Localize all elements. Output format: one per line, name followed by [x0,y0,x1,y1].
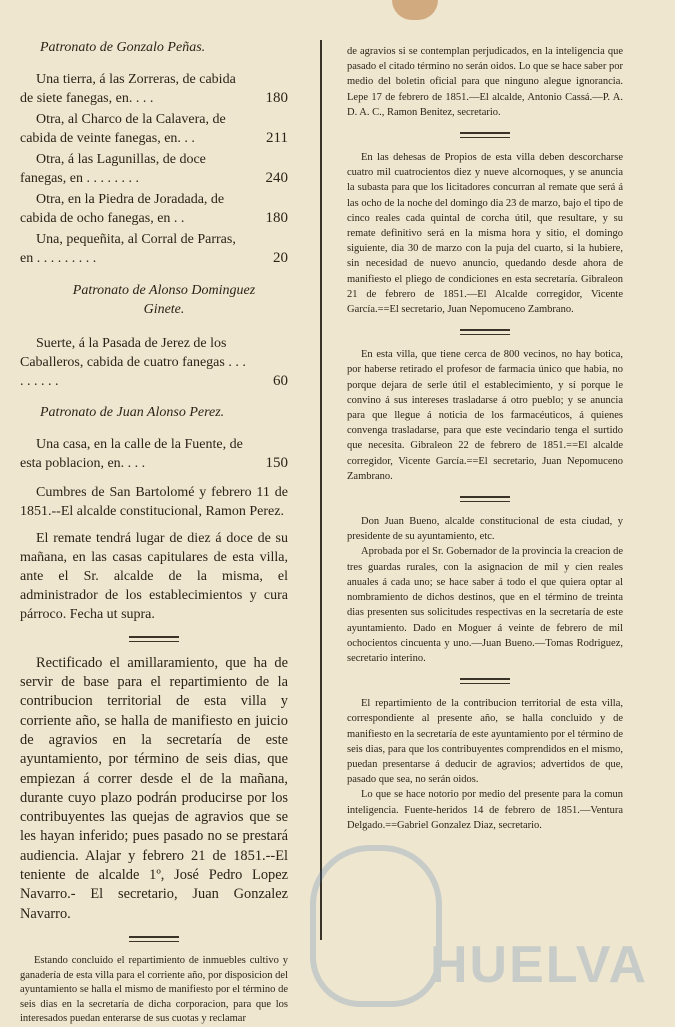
separator [460,132,510,138]
property-list-1 [20,70,288,268]
property-value: 60 [273,372,288,389]
watermark-emblem-icon [310,845,442,1007]
heading-juan-alonso-perez: Patronato de Juan Alonso Perez. [40,404,225,420]
property-description: Otra, al Charco de la Calavera, de cabida de veinte fanegas, en. . . [20,112,226,146]
property-value: 240 [265,170,288,186]
property-description: Una tierra, á las Zorreras, de cabida de siete fanegas, en. . . . [20,72,236,106]
property-entry [20,230,288,268]
property-value: 211 [266,130,288,146]
separator [129,936,179,942]
heading-gonzalo-penas: Patronato de Gonzalo Peñas. [40,40,206,55]
heading-alonso-dominguez [40,282,288,320]
property-description: Una casa, en la calle de la Fuente, de esta poblacion, en. . . . [20,436,243,471]
amillaramiento-notice: Rectificado el amillaramiento, que ha de servir de base para el repartimiento de la contribucion territorial de esta villa y corriente año, se halla de manifiesto en juicio de agravios en la secretaría de este ayuntamiento, por término de seis dias, que empiezan á correr desde el de la mañana, durante cuyo plazo podrán producirse por los contribuyentes las quejas de agravios que se les hayan inferido; pues pasado no se prestará audiencia. Alajar y febrero 21 de 1851.--El teniente de alcalde 1º, José Pedro Lopez Navarro.- El secretario, Juan Gonzalez Navarro. [20,654,288,922]
property-entry [20,150,288,188]
separator [460,678,510,684]
lepe-notice: de agravios si se contemplan perjudicados, en la inteligencia que pasado el citado término no serán oidos. Lo que se hace saber por medio del boletin oficial para que ninguno alegue ignorancia. Lepe 17 de febrero de 1851.—El alcalde, Antonio Cassá.—P. A. D. A. C., Ramon Benitez, secretario. [347,46,623,118]
paper-stain [392,0,438,20]
left-column [20,40,288,1027]
right-column [347,44,623,833]
property-value: 150 [265,454,288,471]
heading-line-2: Ginete. [143,301,185,317]
property-list-3 [20,435,288,473]
auction-paragraph: El remate tendrá lugar de diez á doce de su mañana, en las casas capitulares de esta villa, ante el Sr. alcalde de la misma, el administrador de los establecimientos y cura párroco. Fecha ut supra. [20,530,288,622]
repartimiento-notice: Estando concluido el repartimiento de inmuebles cultivo y ganadería de esta villa para el corriente año, por disposicion del ayuntamiento se halla el mismo de manifiesto por el término de seis dias en la secretaría de dicha corporacion, para que los interesados puedan enterarse de sus cuotas y reclamar [20,954,288,1025]
property-entry [20,435,288,473]
watermark [280,830,675,1024]
descorche-notice: En las dehesas de Propios de esta villa deben descorcharse cuatro mil cuatrocientos diez y nueve alcornoques, y se anuncia la subasta para que los licitadores concurran al remate que será á las ocho de la noche del domingo dia 23 de marzo, bajo el tipo de cinco reales cada quintal de corcha útil, que resultare, y su remate definitivo será en la misma hora y sitio, el domingo siguiente, dia 30 de marzo con la puja del cuarto, si la hubiere, sin necesidad de nuevo anuncio, quedando desde ahora de manifiesto el pliego de condiciones en esta secretaría. Gibraleon 21 de febrero de 1851.—El Alcalde corregidor, Vicente García.==El secretario, Juan Nepomuceno Zambrano. [347,152,623,316]
watermark-text: HUELVA [430,936,649,994]
property-entry [20,190,288,228]
fuenteheridos-signature: Lo que se hace notorio por medio del presente para la comun inteligencia. Fuente-heridos 14 de febrero de 1851.—Ventura Delgado.==Gabriel Gonzalez Diaz, secretario. [347,789,623,831]
property-value: 180 [265,210,288,226]
property-description: Suerte, á la Pasada de Jerez de los Caballeros, cabida de cuatro fanegas . . . . . . . . . [20,335,246,389]
heading-line-1: Patronato de Alonso Dominguez [72,283,256,298]
column-divider [320,40,322,940]
property-description: Otra, en la Piedra de Joradada, de cabida de ocho fanegas, en . . [20,192,225,226]
signature-paragraph: Cumbres de San Bartolomé y febrero 11 de 1851.--El alcalde constitucional, Ramon Perez. [20,484,288,519]
botica-notice: En esta villa, que tiene cerca de 800 vecinos, no hay botica, por haberse retirado el profesor de farmacia único que habia, no porque dejara de serle útil el establecimiento, y sí porque le convino á sus intereses trasladarse á otro pueblo; y se anuncia para que llegue á noticia de los farmacéuticos, á quienes convenga trasladarse, para que este vecindario tenga el surtido que necesita. Gibraleon 22 de febrero de 1851.==El alcalde corregidor, Vicente García.==El secretario, Juan Nepomuceno Zambrano. [347,349,623,482]
property-value: 180 [265,90,288,106]
property-entry [20,70,288,108]
separator [129,636,179,642]
property-description: Otra, á las Lagunillas, de doce fanegas, en . . . . . . . . [20,152,206,186]
separator [460,496,510,502]
guardas-notice: Aprobada por el Sr. Gobernador de la provincia la creacion de tres guardas rurales, con la asignacion de mil y cien reales anuales á cada uno; se hace saber á todo el que quiera optar al nombramiento de dichos destinos, que en el término de treinta dias presenten sus solicitudes respectivas en la secretaría de este ayuntamiento. Dado en Moguer á veinte de febrero de mil ochocientos cincuenta y uno.—Juan Bueno.—Tomas Rodriguez, secretario interino. [347,546,623,664]
property-entry [20,110,288,148]
fuenteheridos-notice: El repartimiento de la contribucion territorial de esta villa, correspondiente al presente año, se halla concluido y de manifiesto en la secretaría de este ayuntamiento por el término de seis dias, para que los contribuyentes comprendidos en el mismo, puedan presentarse á deducir de agravios; advertidos de que, pasado que sea, no serán oidos. [347,698,623,786]
separator [460,329,510,335]
property-value: 20 [273,250,288,266]
property-list-2 [20,334,288,391]
moguer-heading: Don Juan Bueno, alcalde constitucional de esta ciudad, y presidente de su ayuntamiento, etc. [347,516,623,543]
property-entry [20,334,288,391]
property-description: Una, pequeñita, al Corral de Parras, en . . . . . . . . . [20,232,236,266]
